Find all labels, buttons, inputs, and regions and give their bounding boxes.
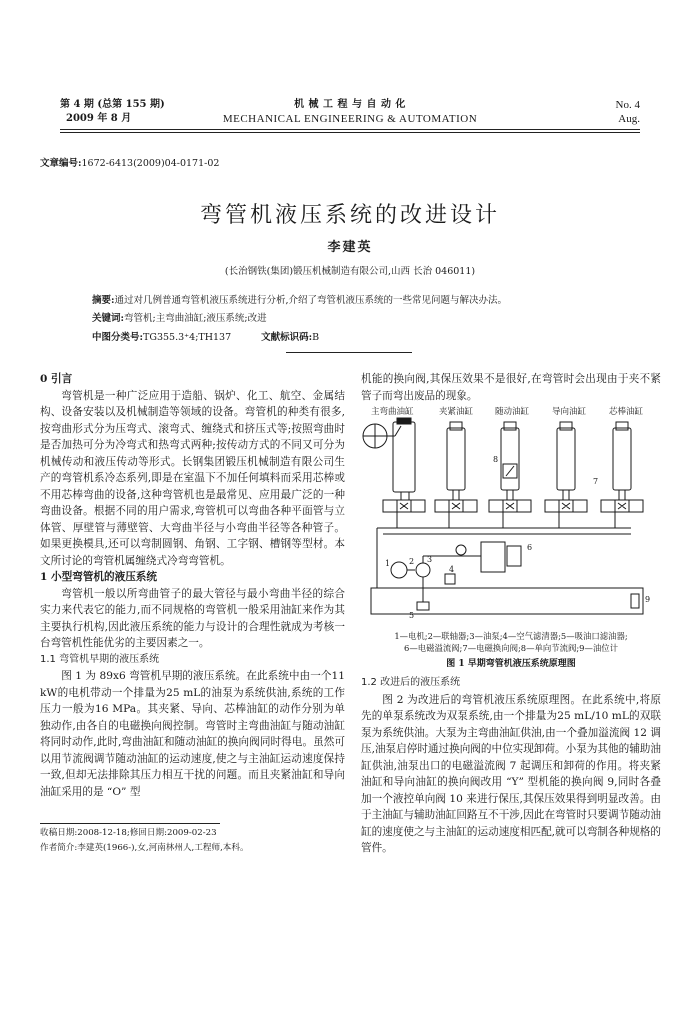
label-main-cylinder: 主弯曲油缸	[371, 407, 414, 417]
keywords-label: 关键词:	[92, 313, 125, 324]
label-clamp-cylinder: 夹紧油缸	[439, 407, 474, 417]
clc-label: 中图分类号:	[92, 332, 144, 343]
follow-cylinder	[501, 428, 519, 490]
figure-caption: 图 1 早期弯管机液压系统原理图	[446, 659, 576, 669]
abstract-label: 摘要:	[92, 295, 115, 306]
directional-valve-row	[383, 500, 643, 512]
header-rule-thin	[60, 132, 640, 133]
label-mandrel-cylinder: 芯棒油缸	[609, 407, 644, 417]
hydraulic-pump	[416, 563, 430, 577]
figure-legend-line-1: 1—电机;2—联轴器;3—油泵;4—空气滤清器;5—吸油口滤油器;	[394, 631, 628, 641]
section-1-paragraph: 弯管机一般以所弯曲管子的最大管径与最小弯曲半径的综合实力来代表它的能力,而不同规格的弯管机一般采用油缸来作为其主要执行机构,因此液压系统的能力与设计的合理性就成为考核一台弯管机性能优劣的主要因素之一。	[40, 587, 345, 649]
section-1-1-paragraph: 图 1 为 89x6 弯管机早期的液压系统。在此系统中由一个11 kW的电机带动一个排量为25 mL的油泵为系统供油,系统的工作压力一般为16 MPa。其夹紧、导向、芯棒油缸的动作分别为单独动作,由各自的电磁换向阀控制。弯管时主弯曲油缸与随动油缸将同时动作,此时,弯曲油缸和随动油缸的换向阀同时得电。虽然可以用节流阀调节随动油缸的运动速度,使之与主油缸运动速度保持一致,但却无法排除其压力相互干扰的问题。而且夹紧油缸和导向油缸采用的是 “O” 型	[40, 670, 345, 798]
keywords-text: 弯管机;主弯曲油缸;液压系统;改进	[124, 313, 267, 324]
doc-code-value: B	[312, 332, 320, 343]
mandrel-cylinder	[613, 428, 631, 490]
issue-date: 2009 年 8 月	[66, 113, 132, 124]
continued-paragraph: 机能的换向阀,其保压效果不是很好,在弯管时会出现由于夹不紧管子而弯出废品的现象。	[361, 373, 661, 402]
issue-info-en	[616, 98, 640, 126]
paper-title: 弯管机液压系统的改进设计	[199, 203, 500, 228]
section-1-2-title: 1.2 改进后的液压系统	[361, 677, 461, 688]
classification	[92, 331, 319, 345]
section-1-2-paragraph: 图 2 为改进后的弯管机液压系统原理图。在此系统中,将原先的单泵系统改为双泵系统,由一个排量为25 mL/10 mL的双联泵为系统供油。大泵为主弯曲油缸供油,由一个叠加溢流阀 12 调压,油泵启停时通过换向阀的中位实现卸荷。小泵为其他的辅助油缸供油,油泵出口的电磁溢流阀 7 起调压和卸荷的作用。将夹紧油缸和导向油缸的换向阀改用 “Y” 型机能的换向阀 9,同时各叠加一个液控单向阀 10 来进行保压,其保压效果得到明显改善。由于主油缸与辅助油缸回路互不干涉,因此在弯管时只要调节随动油缸的速度使之与主油缸的运动速度相匹配,就可以弯制各种规格的管件。	[361, 693, 661, 854]
callout-3: 3	[427, 555, 433, 564]
author-name: 李建英	[327, 240, 373, 255]
right-column-top	[361, 371, 661, 404]
callout-5: 5	[409, 611, 415, 620]
abstract-text: 通过对几例普通弯管机液压系统进行分析,介绍了弯管机液压系统的一些常见问题与解决办法。	[114, 295, 508, 306]
section-0-title: 0 引言	[40, 373, 73, 385]
journal-name-en: MECHANICAL ENGINEERING & AUTOMATION	[222, 113, 478, 125]
footnote-dates: 收稿日期:2008-12-18;修回日期:2009-02-23	[40, 828, 217, 838]
right-column-bottom	[361, 675, 661, 857]
callout-9: 9	[645, 595, 651, 604]
journal-name-cn: 机 械 工 程 与 自 动 化	[294, 99, 406, 110]
callout-2: 2	[409, 557, 415, 566]
callout-8: 8	[493, 455, 499, 464]
clc-value: TG355.3⁺4;TH137	[143, 332, 232, 343]
oil-level-gauge	[631, 594, 639, 608]
header-rule	[60, 129, 640, 130]
clamp-cylinder	[447, 428, 465, 490]
main-cylinder	[393, 422, 415, 492]
pressure-gauge	[456, 545, 466, 555]
electric-motor	[391, 562, 407, 578]
callout-7: 7	[593, 477, 599, 486]
figure-legend	[361, 630, 661, 654]
callout-1: 1	[385, 559, 391, 568]
article-number	[40, 155, 219, 169]
footnote-author-bio: 作者简介:李建英(1966-),女,河南林州人,工程师,本科。	[40, 843, 249, 853]
issue-no-en: No. 4	[615, 99, 640, 111]
callout-4: 4	[449, 565, 455, 574]
guide-cylinder	[557, 428, 575, 490]
intro-paragraph: 弯管机是一种广泛应用于造船、锅炉、化工、航空、金属结构、设备安装以及机械制造等领域的设备。弯管机的种类有很多,按弯曲形式分为压弯式、滚弯式、缠绕式和挤压式等;按照弯曲时是否加热可分为冷弯式和热弯式两种;按传动方式的不同又可分为机械传动和液压传动等形式。长钢集团锻压机械制造有限公司生产的弯管机系冷态系列,即是在室温下不加任何填料而采用芯棒或不用芯棒弯曲的设备,这种弯管机也是最常见、应用最广泛的一种弯曲设备。根据不同的用户需求,弯管机可以弯曲各种平面管与立体管、厚壁管与薄壁管、大弯曲半径与小弯曲半径等各种管子。如果更换模具,还可以弯制圆钢、角钢、工字钢、槽钢等型材。本文所讨论的弯管机属缠绕式冷弯弯管机。	[40, 389, 345, 567]
air-filter	[445, 574, 455, 584]
footnote-rule	[40, 823, 220, 824]
suction-filter	[417, 602, 429, 610]
label-follow-cylinder: 随动油缸	[495, 407, 530, 417]
issue-month-en: Aug.	[618, 113, 640, 125]
journal-name	[0, 98, 700, 126]
abstract-rule	[286, 352, 412, 353]
doc-code-label: 文献标识码:	[261, 332, 313, 343]
figure-legend-line-2: 6—电磁溢流阀;7—电磁换向阀;8—单向节流阀;9—油位计	[403, 643, 619, 653]
section-1-1-title: 1.1 弯管机早期的液压系统	[40, 653, 160, 665]
article-number-label: 文章编号:	[40, 158, 82, 169]
issue-number: 第 4 期 (总第 155 期)	[60, 99, 165, 110]
label-guide-cylinder: 导向油缸	[552, 407, 587, 417]
electromagnetic-relief-valve	[481, 542, 505, 572]
article-number-value: 1672-6413(2009)04-0171-02	[81, 158, 220, 169]
abstract	[92, 294, 507, 308]
section-1-title: 1 小型弯管机的液压系统	[40, 571, 157, 583]
affiliation: (长治钢铁(集团)锻压机械制造有限公司,山西 长治 046011)	[224, 266, 476, 277]
keywords	[92, 312, 267, 326]
hydraulic-schematic-figure	[361, 404, 661, 624]
callout-6: 6	[527, 543, 533, 552]
left-column	[40, 371, 345, 800]
